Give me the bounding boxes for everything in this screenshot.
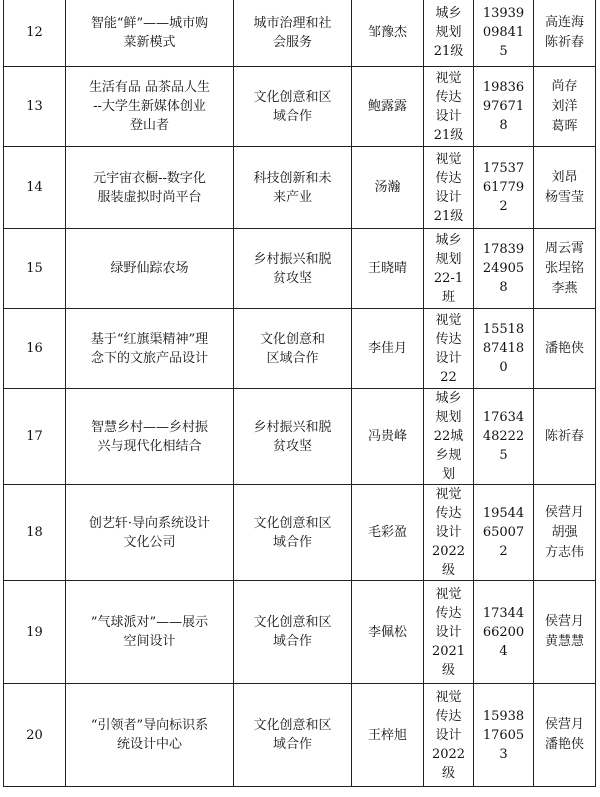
index-cell: 15 (4, 229, 66, 309)
phone-cell: 15518 87418 0 (474, 309, 534, 389)
members-cell: 侯营月 黄慧慧 (534, 581, 596, 684)
table-row (4, 0, 596, 67)
index-cell: 20 (4, 684, 66, 787)
category-cell: 科技创新和未 来产业 (234, 147, 352, 229)
class-cell: 视觉 传达 设计 2022 级 (424, 485, 474, 581)
index-cell: 14 (4, 147, 66, 229)
class-cell: 视觉 传达 设计 2021 级 (424, 581, 474, 684)
leader-cell: 毛彩盈 (352, 485, 424, 581)
phone-cell: 17344 66200 4 (474, 581, 534, 684)
category-cell: 乡村振兴和脱 贫攻坚 (234, 229, 352, 309)
index-cell: 12 (4, 0, 66, 67)
project-table (3, 0, 596, 787)
members-cell: 尚存 刘洋 葛晖 (534, 67, 596, 147)
category-cell: 文化创意和 区域合作 (234, 309, 352, 389)
category-cell: 乡村振兴和脱 贫攻坚 (234, 389, 352, 485)
table-row (4, 581, 596, 684)
leader-cell: 王晓晴 (352, 229, 424, 309)
table-row (4, 147, 596, 229)
project-name-cell: 元宇宙衣橱--数字化 服装虚拟时尚平台 (66, 147, 234, 229)
project-name-cell: 生活有品 品茶品人生 --大学生新媒体创业 登山者 (66, 67, 234, 147)
members-cell: 侯营月 潘艳侠 (534, 684, 596, 787)
members-cell: 周云霄 张埕铭 李燕 (534, 229, 596, 309)
category-cell: 文化创意和区 域合作 (234, 485, 352, 581)
class-cell: 城乡 规划 22-1 班 (424, 229, 474, 309)
table-row (4, 309, 596, 389)
table-row (4, 229, 596, 309)
leader-cell: 汤瀚 (352, 147, 424, 229)
phone-cell: 13939 09841 5 (474, 0, 534, 67)
project-name-cell: 基于“红旗渠精神”理 念下的文旅产品设计 (66, 309, 234, 389)
leader-cell: 李佳月 (352, 309, 424, 389)
phone-cell: 17634 48222 5 (474, 389, 534, 485)
category-cell: 文化创意和区 域合作 (234, 67, 352, 147)
class-cell: 视觉 传达 设计 21级 (424, 67, 474, 147)
phone-cell: 19544 65007 2 (474, 485, 534, 581)
index-cell: 16 (4, 309, 66, 389)
phone-cell: 17839 24905 8 (474, 229, 534, 309)
leader-cell: 王梓旭 (352, 684, 424, 787)
class-cell: 城乡 规划 22城 乡规 划 (424, 389, 474, 485)
index-cell: 18 (4, 485, 66, 581)
project-name-cell: 创艺轩·导向系统设计 文化公司 (66, 485, 234, 581)
members-cell: 高连海 陈祈春 (534, 0, 596, 67)
category-cell: 文化创意和区 域合作 (234, 581, 352, 684)
class-cell: 城乡 规划 21级 (424, 0, 474, 67)
phone-cell: 17537 61779 2 (474, 147, 534, 229)
class-cell: 视觉 传达 设计 22 (424, 309, 474, 389)
index-cell: 19 (4, 581, 66, 684)
project-name-cell: “引领者”导向标识系 统设计中心 (66, 684, 234, 787)
phone-cell: 15938 17605 3 (474, 684, 534, 787)
table-row (4, 684, 596, 787)
class-cell: 视觉 传达 设计 2022 级 (424, 684, 474, 787)
members-cell: 潘艳侠 (534, 309, 596, 389)
project-name-cell: 智慧乡村——乡村振 兴与现代化相结合 (66, 389, 234, 485)
table-row (4, 389, 596, 485)
category-cell: 城市治理和社 会服务 (234, 0, 352, 67)
table-body (4, 0, 596, 787)
project-name-cell: 绿野仙踪农场 (66, 229, 234, 309)
members-cell: 陈祈春 (534, 389, 596, 485)
phone-cell: 19836 97671 8 (474, 67, 534, 147)
table-row (4, 67, 596, 147)
leader-cell: 冯贵峰 (352, 389, 424, 485)
project-name-cell: ”气球派对”——展示 空间设计 (66, 581, 234, 684)
index-cell: 17 (4, 389, 66, 485)
leader-cell: 李佩松 (352, 581, 424, 684)
class-cell: 视觉 传达 设计 21级 (424, 147, 474, 229)
leader-cell: 鲍露露 (352, 67, 424, 147)
leader-cell: 邹豫杰 (352, 0, 424, 67)
category-cell: 文化创意和区 域合作 (234, 684, 352, 787)
index-cell: 13 (4, 67, 66, 147)
members-cell: 侯营月 胡强 方志伟 (534, 485, 596, 581)
members-cell: 刘昂 杨雪莹 (534, 147, 596, 229)
project-name-cell: 智能“鲜”——城市购 菜新模式 (66, 0, 234, 67)
table-row (4, 485, 596, 581)
